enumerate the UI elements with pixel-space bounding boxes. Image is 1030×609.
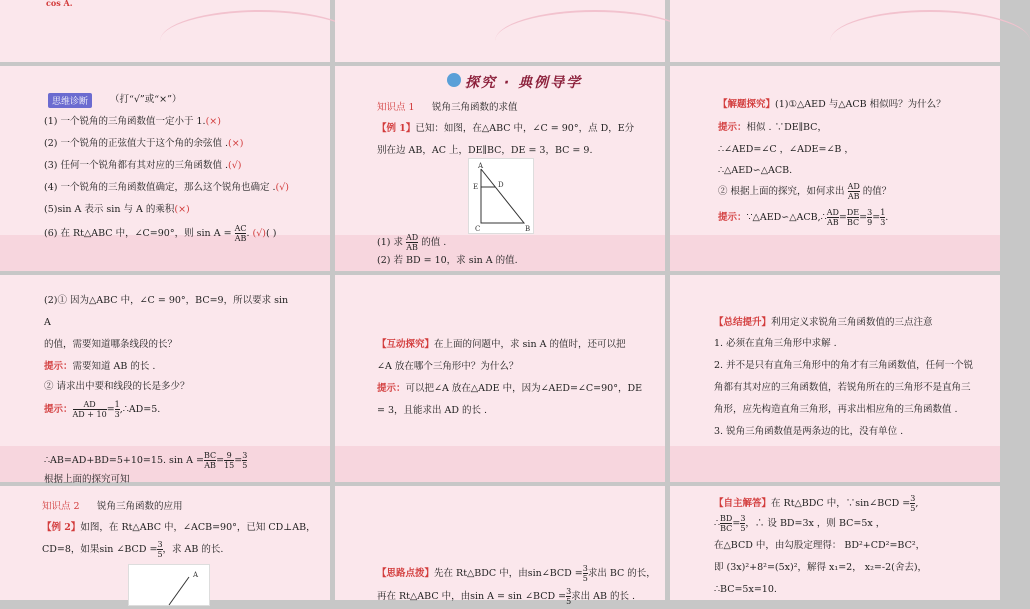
wave-decoration	[160, 10, 360, 72]
knowledge-point-title: 锐角三角函数的求值	[432, 102, 518, 113]
summary-point-2b: 角都有其对应的三角函数值，若锐角所在的三角形不是直角三	[714, 382, 971, 393]
slide-1-0[interactable]	[0, 66, 330, 271]
section-title: 探究 · 典例导学	[465, 75, 583, 91]
interactive-line-1: 【互动探究】在上面的问题中，求 sin A 的值时，还可以把	[377, 339, 626, 350]
knowledge-point-label: 知识点 1	[377, 102, 415, 113]
example-line-1: 【例 1】已知：如图，在△ABC 中，∠C = 90°，点 D，E分	[377, 123, 635, 134]
wave-decoration	[335, 446, 665, 482]
example-line-2: CD=8，如果sin ∠BCD = $\frac{3}{5}$ ，求 AB 的长.	[42, 540, 224, 559]
explore-question-2: ② 根据上面的探究，如何求出 $\frac{AD}{AB}$ 的值？	[718, 182, 892, 201]
answer-line-2: ∴ $\frac{BD}{BC}$ = $\frac{3}{5}$ ，∴ 设 BD=3x ，则 BC=5x ，	[714, 514, 886, 533]
slide-1-2[interactable]	[670, 66, 1000, 271]
summary-title: 【总结提升】利用定义求锐角三角函数值的三点注意	[714, 317, 933, 328]
instruction-text: （打“√”或“×”）	[110, 94, 182, 105]
explore-question-1: 【解题探究】(1)①△AED 与△ACB 相似吗？为什么？	[718, 99, 946, 110]
slide-3-1[interactable]	[335, 486, 665, 606]
label-e: E	[473, 183, 479, 191]
example-line-1: 【例 2】如图，在 Rt△ABC 中，∠ACB=90°，已知 CD⊥AB，	[42, 522, 316, 533]
item-1: (1) 一个锐角的三角函数值一定小于 1.(×)	[44, 116, 221, 127]
hint-line: 提示：需要知道 AB 的长 .	[44, 361, 156, 372]
triangle-svg	[129, 565, 209, 605]
slide-2-0[interactable]	[0, 275, 330, 485]
triangle-figure	[128, 564, 210, 606]
wave-decoration	[670, 235, 1000, 271]
slide-0-1[interactable]	[335, 0, 665, 62]
wave-decoration	[670, 446, 1000, 482]
label-c: C	[475, 225, 481, 233]
answer-line-1: 【自主解答】在 Rt△BDC 中，∵sin∠BCD = $\frac{3}{5}$ ,	[714, 494, 919, 513]
label-a: A	[193, 571, 199, 579]
result-line: ∴AB=AD+BD=5+10=15. sin A = $\frac{BC}{AB}$ = $\frac{9}{15}$ = $\frac{3}{5}$	[44, 451, 248, 470]
summary-point-1: 1. 必须在直角三角形中求解 .	[714, 338, 837, 349]
interactive-line-3: 提示：可以把∠A 放在△ADE 中，因为∠AED=∠C=90°，DE	[377, 383, 643, 394]
triangle-svg	[469, 159, 533, 233]
slide-3-2[interactable]	[670, 486, 1000, 600]
triangle-abc	[481, 169, 524, 223]
summary-point-2c: 角形，应先构造直角三角形，再求出相应角的三角函数值 .	[714, 404, 958, 415]
summary-point-2a: 2. 并不是只有直角三角形中的角才有三角函数值，任何一个锐	[714, 360, 974, 371]
hint-line-2: 再在 Rt△ABC 中，由sin A = sin ∠BCD = $\frac{3}{5}$ 求出 AB 的长 .	[377, 587, 636, 606]
interactive-line-4: = 3，且能求出 AD 的长 .	[377, 405, 488, 416]
thinking-diagnosis-badge: 思维诊断	[48, 93, 92, 108]
triangle-figure	[468, 158, 534, 234]
slide-text: cos A.	[46, 0, 73, 8]
answer-line-5: ∴BC=5x=10.	[714, 584, 777, 595]
hint-line-1: 【思路点拨】先在 Rt△BDC 中，由sin∠BCD = $\frac{3}{5}$ 求出 BC 的长，	[377, 564, 656, 583]
item-4: (4) 一个锐角的三角函数值确定，那么这个锐角也确定 .(√)	[44, 182, 289, 193]
item-2: (2) 一个锐角的正弦值大于这个角的余弦值 .(×)	[44, 138, 244, 149]
item-5: (5)sin A 表示 sin 与 A 的乘积(×)	[44, 204, 190, 215]
fraction: $\frac{AC}{AB}$	[234, 224, 247, 243]
hint-1: 提示：相似 . ∵DE∥BC，	[718, 122, 827, 133]
text-line-3: 的值，需要知道哪条线段的长？	[44, 339, 178, 350]
slide-0-2[interactable]	[670, 0, 1000, 62]
text-line-5: 根据上面的探究可知	[44, 474, 130, 485]
text-line-1: (2)① 因为△ABC 中，∠C = 90°，BC=9，所以要求 sin	[44, 295, 289, 306]
text-line-2: A	[44, 317, 51, 328]
summary-point-3: 3. 锐角三角函数值是两条边的比，没有单位 .	[714, 426, 904, 437]
book-icon	[447, 73, 461, 87]
slide-2-2[interactable]	[670, 275, 1000, 482]
label-a: A	[478, 162, 484, 170]
segment-ab	[169, 577, 189, 605]
label-b: B	[525, 225, 531, 233]
hint-line-2: ∴∠AED=∠C ，∠ADE=∠B ，	[718, 144, 854, 155]
hint-answer: 提示：∵△AED∽△ACB,∴ $\frac{AD}{AB}$ = $\frac{DE}{BC}$ = $\frac{3}{9}$ = $\frac{1}{3}$ .	[718, 208, 889, 227]
example-line-2: 别在边 AB，AC 上，DE∥BC，DE = 3，BC = 9.	[377, 145, 593, 156]
item-3: (3) 任何一个锐角都有其对应的三角函数值 .(√)	[44, 160, 242, 171]
slide-0-0[interactable]	[0, 0, 330, 62]
wave-decoration	[495, 10, 695, 72]
slide-2-1[interactable]	[335, 275, 665, 482]
question-1: (1) 求 $\frac{AD}{AB}$ 的值 .	[377, 233, 447, 252]
slide-1-1[interactable]	[335, 66, 665, 271]
interactive-line-2: ∠A 放在哪个三角形中？为什么？	[377, 361, 519, 372]
hint-calc: 提示： $\frac{AD}{AD + 10}$ = $\frac{1}{3}$ ,∴AD=5.	[44, 400, 161, 419]
answer-line-3: 在△BCD 中，由勾股定理得： BD²+CD²=BC²，	[714, 540, 926, 551]
question-2: (2) 若 BD = 10，求 sin A 的值.	[377, 255, 518, 266]
hint-line-3: ∴△AED∽△ACB.	[718, 165, 793, 176]
slide-3-0[interactable]	[0, 486, 330, 600]
answer-line-4: 即 (3x)²+8²=(5x)²，解得 x₁=2， x₂=-2(舍去)，	[714, 562, 928, 573]
knowledge-point-label: 知识点 2	[42, 501, 80, 512]
label-d: D	[498, 181, 504, 189]
item-6: (6) 在 Rt△ABC 中，∠C=90°，则 sin A = $\frac{AC}{AB}$ . (√)( )	[44, 224, 277, 243]
knowledge-point-title: 锐角三角函数的应用	[97, 501, 183, 512]
wave-decoration	[830, 10, 1030, 72]
question-line: ② 请求出中要和线段的长是多少？	[44, 381, 190, 392]
